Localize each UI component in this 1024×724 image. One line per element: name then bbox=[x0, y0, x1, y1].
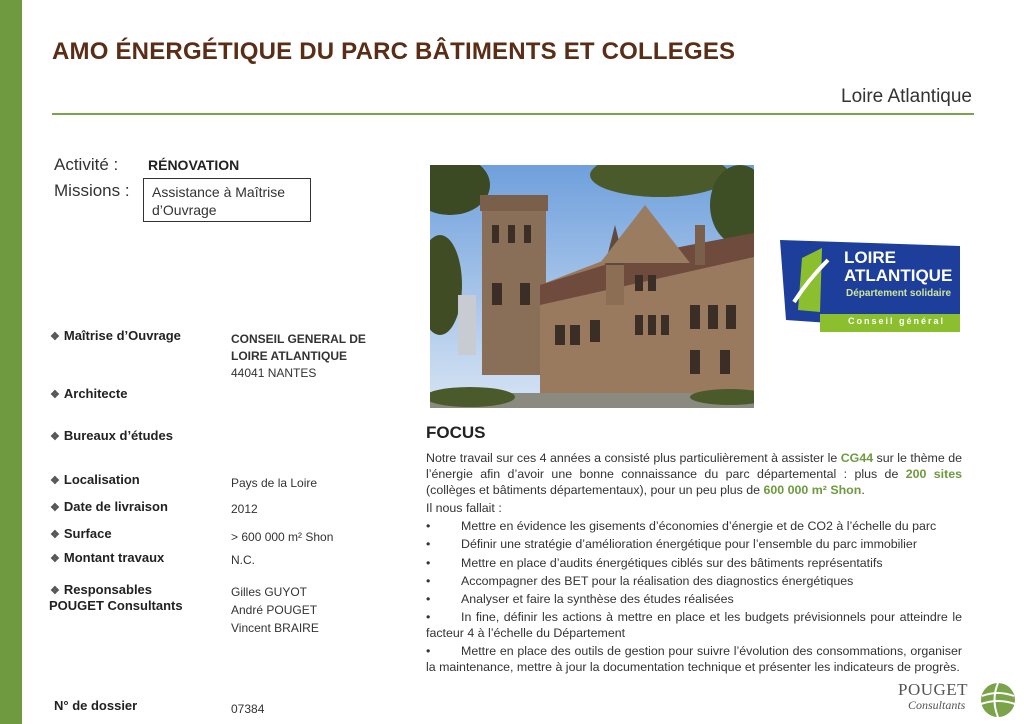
localisation-label: ❖ Localisation bbox=[50, 472, 140, 487]
responsables-label: ❖ Responsables bbox=[50, 582, 153, 597]
diamond-bullet-icon: ❖ bbox=[50, 475, 60, 487]
list-item: • Accompagner des BET pour la réalisation des diagnostics énergétiques bbox=[426, 573, 854, 588]
diamond-bullet-icon: ❖ bbox=[50, 502, 60, 514]
client-logo bbox=[780, 240, 960, 332]
responsables-value: Gilles GUYOT André POUGET Vincent BRAIRE bbox=[231, 585, 319, 635]
diamond-bullet-icon: ❖ bbox=[50, 431, 60, 443]
activity-value: RÉNOVATION bbox=[148, 157, 240, 173]
surface-label: ❖ Surface bbox=[50, 526, 112, 541]
responsables-company: POUGET Consultants bbox=[49, 598, 183, 613]
focus-intro: Notre travail sur ces 4 années a consisté plus particulièrement à assister le CG44 sur le thème de l’énergie afin d’avoir une bonne connaissance du parc départemental : plus de 200 sites (collèges et bâtiments départementaux), pour un peu plus de 600 000 m² Shon. bbox=[426, 451, 963, 497]
list-item: • In fine, définir les actions à mettre en place et les budgets prévisionnels pour atteindre le facteur 4 à l’échelle du Département bbox=[426, 610, 962, 641]
missions-value-box: Assistance à Maîtrise d’Ouvrage bbox=[143, 178, 311, 222]
client-logo-line4: Conseil général bbox=[848, 316, 946, 326]
maitrise-label: ❖ Maîtrise d’Ouvrage bbox=[50, 328, 181, 343]
montant-value: N.C. bbox=[231, 553, 255, 567]
diamond-bullet-icon: ❖ bbox=[50, 389, 60, 401]
diamond-bullet-icon: ❖ bbox=[50, 529, 60, 541]
pouget-logo-sub: Consultants bbox=[908, 698, 966, 712]
list-item: • Mettre en évidence les gisements d’économies d’énergie et de CO2 à l’échelle du parc bbox=[426, 519, 937, 534]
localisation-value: Pays de la Loire bbox=[231, 476, 318, 490]
surface-value: > 600 000 m² Shon bbox=[231, 530, 334, 544]
montant-label: ❖ Montant travaux bbox=[50, 550, 165, 565]
list-item: • Analyser et faire la synthèse des études réalisées bbox=[426, 591, 734, 606]
architecte-label: ❖ Architecte bbox=[50, 386, 128, 401]
bureaux-label: ❖ Bureaux d’études bbox=[50, 428, 173, 443]
globe-icon bbox=[978, 680, 1018, 720]
building-photo bbox=[430, 165, 754, 408]
focus-title: FOCUS bbox=[426, 423, 486, 442]
focus-body bbox=[426, 450, 962, 675]
header-divider bbox=[52, 113, 974, 115]
livraison-label: ❖ Date de livraison bbox=[50, 499, 168, 514]
pouget-logo-name: POUGET bbox=[898, 680, 969, 699]
client-logo-line1: LOIRE bbox=[844, 248, 896, 267]
client-logo-line3: Département solidaire bbox=[846, 288, 952, 299]
page-title: AMO ÉNERGÉTIQUE DU PARC BÂTIMENTS ET COLLEGES bbox=[52, 38, 736, 65]
building-illustration bbox=[430, 165, 754, 408]
dossier-label: N° de dossier bbox=[54, 698, 138, 713]
activity-label: Activité : bbox=[54, 155, 119, 174]
list-item: • Mettre en place des outils de gestion pour suivre l’évolution des consommations, organiser la maintenance, mettre à jour la documentation technique et présenter les indicateurs de progrès. bbox=[426, 644, 962, 675]
dossier-value: 07384 bbox=[231, 702, 265, 716]
maitrise-value: CONSEIL GENERAL DE LOIRE ATLANTIQUE 44041 NANTES bbox=[231, 332, 366, 380]
list-item: • Mettre en place d’audits énergétiques ciblés sur des bâtiments représentatifs bbox=[426, 555, 883, 570]
diamond-bullet-icon: ❖ bbox=[50, 553, 60, 565]
livraison-value: 2012 bbox=[231, 502, 258, 516]
client-logo-line2: ATLANTIQUE bbox=[844, 266, 953, 285]
diamond-bullet-icon: ❖ bbox=[50, 585, 60, 597]
focus-lead: Il nous fallait : bbox=[426, 501, 502, 515]
list-item: • Définir une stratégie d’amélioration énergétique pour l’ensemble du parc immobilier bbox=[426, 537, 917, 552]
region-label: Loire Atlantique bbox=[841, 86, 972, 107]
missions-label: Missions : bbox=[54, 181, 130, 200]
left-green-bar bbox=[0, 0, 22, 724]
pouget-logo bbox=[896, 680, 1018, 720]
diamond-bullet-icon: ❖ bbox=[50, 331, 60, 343]
